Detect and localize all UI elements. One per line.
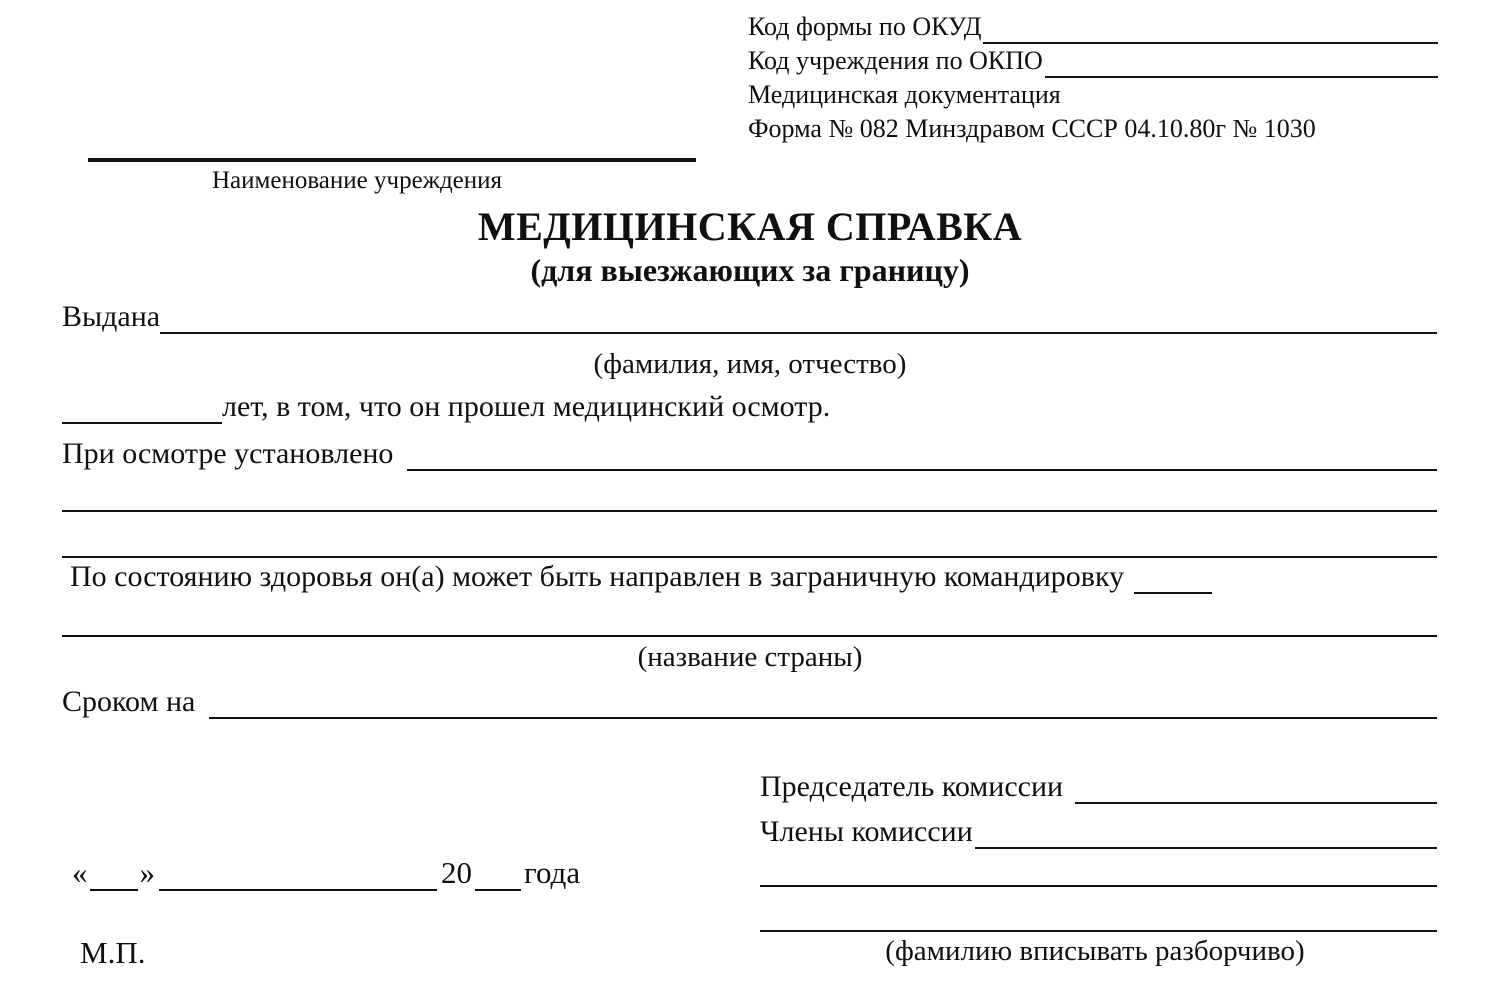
okud-label: Код формы по ОКУД xyxy=(748,12,982,41)
page-title: МЕДИЦИНСКАЯ СПРАВКА xyxy=(477,204,1023,249)
year-blank-rule xyxy=(475,869,521,891)
day-blank-rule xyxy=(90,869,138,891)
health-status-row xyxy=(70,560,1437,594)
age-blank-rule xyxy=(62,402,222,424)
age-row xyxy=(62,390,830,424)
age-text: лет, в том, что он прошел медицинский осмотр. xyxy=(222,390,831,423)
country-blank-rule-2 xyxy=(62,635,1437,637)
term-label: Сроком на xyxy=(62,685,196,718)
issued-name-blank-rule xyxy=(160,312,1437,334)
members-signature-rule-3 xyxy=(760,930,1437,932)
term-blank-rule xyxy=(209,697,1437,719)
fio-caption: (фамилия, имя, отчество) xyxy=(593,348,907,380)
page-subtitle: (для выезжающих за границу) xyxy=(530,252,970,288)
chairman-label: Председатель комиссии xyxy=(760,770,1064,803)
okud-blank-rule xyxy=(983,20,1438,44)
okpo-label: Код учреждения по ОКПО xyxy=(748,46,1043,75)
header-codes-block xyxy=(748,10,1438,146)
members-label: Члены комиссии xyxy=(760,815,973,848)
term-row xyxy=(62,685,1437,719)
issued-to-row xyxy=(62,300,1437,334)
okpo-line xyxy=(748,44,1438,78)
members-row xyxy=(760,815,1437,849)
health-status-text: По состоянию здоровья он(а) может быть направлен в заграничную командировку xyxy=(70,560,1125,593)
legible-name-caption: (фамилию вписывать разборчиво) xyxy=(885,935,1305,967)
institution-name-caption: Наименование учреждения xyxy=(212,167,503,194)
members-signature-rule-2 xyxy=(760,885,1437,887)
examination-blank-rule-1 xyxy=(407,449,1437,471)
month-blank-rule xyxy=(159,869,437,891)
examination-row xyxy=(62,437,1437,471)
date-row xyxy=(72,855,580,891)
okpo-blank-rule xyxy=(1045,54,1438,78)
quote-open: « xyxy=(72,855,88,890)
country-caption: (название страны) xyxy=(637,641,863,673)
year-prefix: 20 xyxy=(441,855,472,890)
quote-close: » xyxy=(139,855,155,890)
country-blank-rule-1 xyxy=(1134,572,1212,594)
issued-label: Выдана xyxy=(62,300,161,333)
okud-line xyxy=(748,10,1438,44)
members-signature-rule-1 xyxy=(975,827,1437,849)
examination-blank-rule-3 xyxy=(62,556,1437,558)
examination-blank-rule-2 xyxy=(62,510,1437,512)
doc-type-label: Медицинская документация xyxy=(748,80,1061,109)
stamp-place-label: М.П. xyxy=(80,935,146,970)
form-reference-label: Форма № 082 Минздравом СССР 04.10.80г № 1030 xyxy=(748,114,1316,143)
year-word: года xyxy=(524,855,581,890)
examination-label: При осмотре установлено xyxy=(62,437,394,470)
chairman-signature-rule xyxy=(1075,782,1437,804)
chairman-row xyxy=(760,770,1437,804)
institution-name-blank-rule xyxy=(88,158,696,162)
